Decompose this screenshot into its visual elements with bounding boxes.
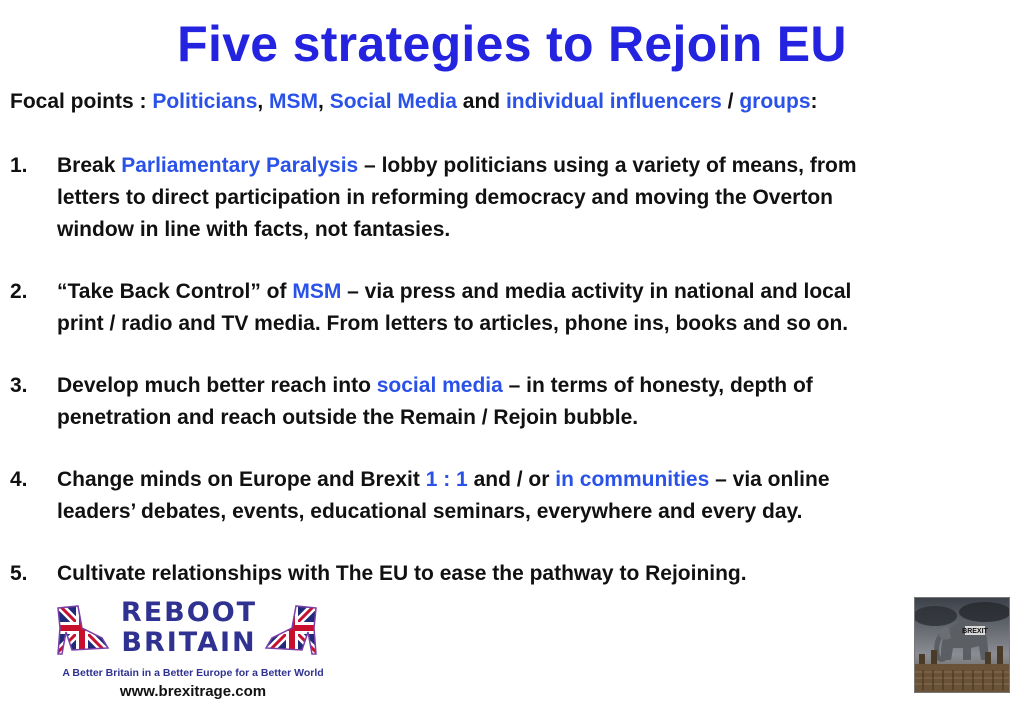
strategy-highlight: MSM bbox=[292, 280, 342, 303]
strategy-text-mid: and / or bbox=[467, 468, 556, 491]
logo-word-reboot: REBOOT bbox=[120, 597, 258, 628]
union-jack-high-heel-icon bbox=[52, 598, 112, 658]
strategy-text bbox=[57, 370, 1007, 434]
strategy-text bbox=[57, 464, 1007, 528]
strategy-line: penetration and reach outside the Remain / Rejoin bubble. bbox=[57, 406, 639, 429]
focal-points-line bbox=[10, 88, 818, 116]
reboot-britain-logo bbox=[48, 594, 338, 704]
strategy-line: print / radio and TV media. From letters to articles, phone ins, books and so on. bbox=[57, 312, 849, 335]
union-jack-high-heel-icon bbox=[262, 598, 322, 658]
strategy-highlight: Parliamentary Paralysis bbox=[121, 154, 359, 177]
website-url: www.brexitrage.com bbox=[119, 683, 267, 700]
focal-msm: MSM bbox=[269, 90, 319, 113]
focal-and: and bbox=[456, 90, 506, 113]
strategy-text-post: – via press and media activity in national and local bbox=[341, 280, 852, 303]
strategy-text bbox=[57, 276, 1007, 340]
strategy-text bbox=[57, 558, 1007, 590]
elephant-parliament-image bbox=[914, 597, 1010, 693]
strategy-text-post: – via online bbox=[709, 468, 830, 491]
strategy-line: window in line with facts, not fantasies. bbox=[57, 218, 451, 241]
focal-slash: / bbox=[721, 90, 740, 113]
strategy-text-pre: Develop much better reach into bbox=[57, 374, 377, 397]
strategy-line bbox=[57, 464, 1007, 496]
strategy-line: letters to direct participation in reforming democracy and moving the Overton bbox=[57, 186, 833, 209]
focal-influencers: individual influencers bbox=[505, 90, 722, 113]
strategy-text-post: – lobby politicians using a variety of means, from bbox=[358, 154, 857, 177]
strategy-line: leaders’ debates, events, educational seminars, everywhere and every day. bbox=[57, 500, 803, 523]
focal-colon: : bbox=[810, 90, 818, 113]
strategy-number: 4. bbox=[10, 468, 28, 491]
page-title: Five strategies to Rejoin EU bbox=[177, 16, 847, 72]
strategy-highlight: 1 : 1 bbox=[425, 468, 468, 491]
elephant-parliament-illustration bbox=[915, 598, 1009, 692]
strategy-text-post: – in terms of honesty, depth of bbox=[502, 374, 813, 397]
strategy-text-pre: Change minds on Europe and Brexit bbox=[57, 468, 426, 491]
strategy-line: Cultivate relationships with The EU to ease the pathway to Rejoining. bbox=[57, 562, 747, 585]
brexit-sign-label: BREXIT bbox=[962, 628, 988, 635]
strategy-text bbox=[57, 150, 1007, 246]
strategy-line bbox=[57, 150, 1007, 182]
strategy-highlight: in communities bbox=[555, 468, 710, 491]
strategy-text-pre: “Take Back Control” of bbox=[57, 280, 293, 303]
strategy-highlight: social media bbox=[376, 374, 503, 397]
strategy-number: 5. bbox=[10, 562, 28, 585]
strategy-text-pre: Break bbox=[57, 154, 122, 177]
focal-separator: , bbox=[257, 90, 270, 113]
strategy-number: 2. bbox=[10, 280, 28, 303]
strategy-number: 1. bbox=[10, 154, 28, 177]
focal-groups: groups bbox=[739, 90, 811, 113]
logo-word-britain: BRITAIN bbox=[121, 627, 257, 658]
strategy-line bbox=[57, 370, 1007, 402]
focal-social-media: Social Media bbox=[329, 90, 457, 113]
strategy-number: 3. bbox=[10, 374, 28, 397]
strategy-line bbox=[57, 276, 1007, 308]
focal-politicians: Politicians bbox=[152, 90, 258, 113]
focal-separator: , bbox=[318, 90, 330, 113]
logo-tagline: A Better Britain in a Better Europe for a Better World bbox=[62, 667, 324, 679]
focal-prefix: Focal points : bbox=[10, 90, 153, 113]
